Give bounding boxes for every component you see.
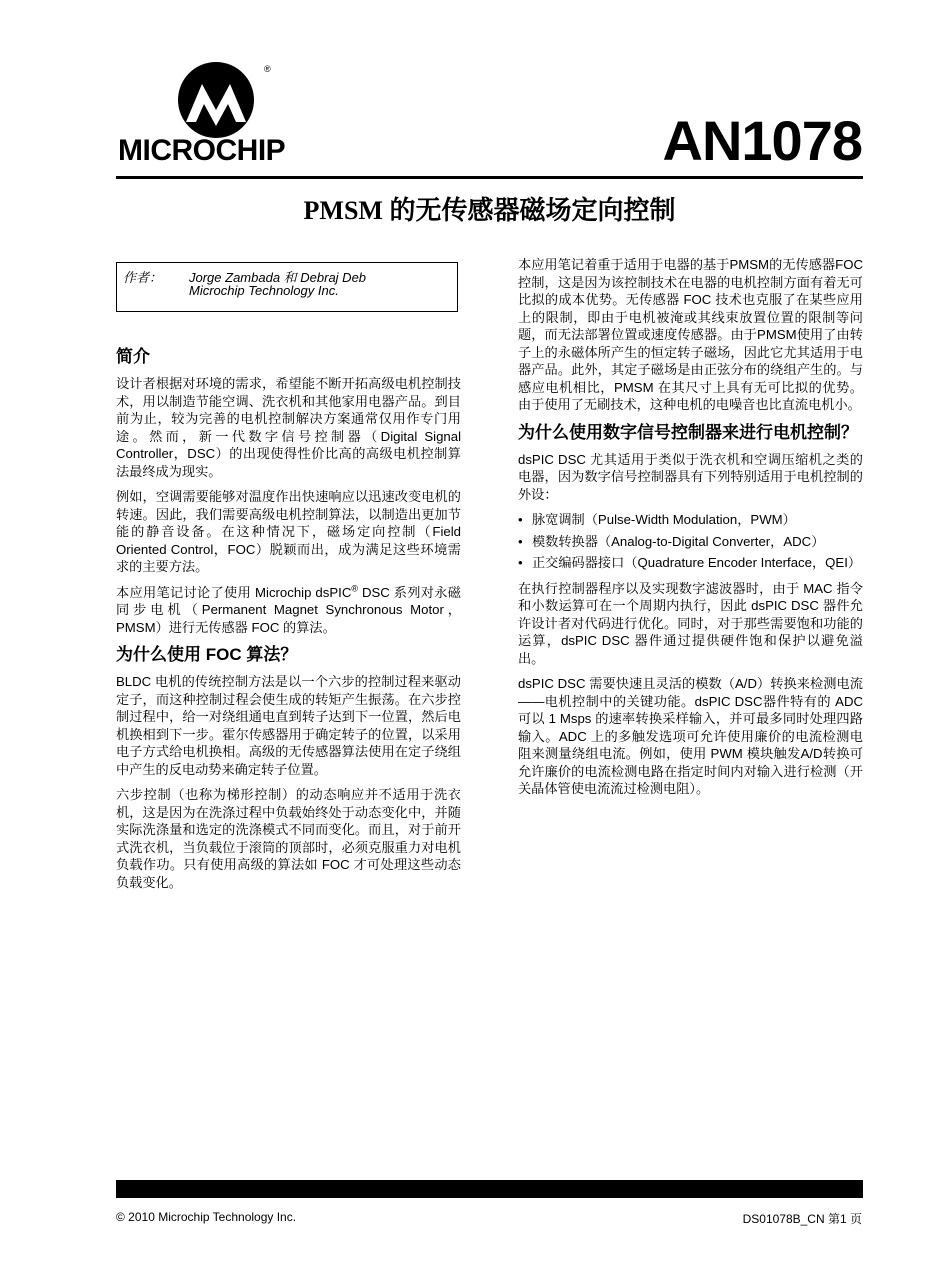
intro-heading: 简介 (116, 347, 150, 366)
foc-paragraph-1: BLDC 电机的传统控制方法是以一个六步的控制过程来驱动定子，而这种控制过程会使生成的转矩产生振荡。在六步控制过程中，给一对绕组通电直到转子达到下一位置，然后电机换相到下一步。霍尔传感器用于确定转子的位置，以采用电子方式给电机换相。高级的无传感器算法使用在定子绕组中产生的反电动势来确定转子位置。 (116, 674, 461, 777)
intro-paragraph-3-start: 本应用笔记讨论了使用 Microchip dsPIC (116, 584, 352, 600)
intro-paragraph-3 (116, 584, 461, 637)
dsc-paragraph-1: dsPIC DSC 尤其适用于类似于洗衣机和空调压缩机之类的电器，因为数字信号控制器具有下列特别适用于电机控制的外设： (518, 451, 863, 502)
list-item: • 模数转换器（Analog-to-Digital Converter，ADC） (532, 533, 863, 551)
dsc-paragraph-3: dsPIC DSC 需要快速且灵活的模数（A/D）转换来检测电流——电机控制中的关键功能。dsPIC DSC器件特有的 ADC 可以 1 Msps 的速率转换采样输入，并可最多同时处理四路输入。ADC 上的多触发选项可允许使用廉价的电流检测电阻来测量绕组电流。例如，使用 PWM 模块触发A/D转换可允许廉价的电流检测电路在指定时间内对输入进行检测（开关晶体管使电流流过检测电阻）。 (518, 676, 863, 796)
author-company: Microchip Technology Inc. (189, 283, 339, 298)
registered-mark: ® (351, 583, 358, 594)
overview-paragraph: 本应用笔记着重于适用于电器的基于PMSM的无传感器FOC控制，这是因为该控制技术在电器的电机控制方面有着无可比拟的成本优势。无传感器 FOC 技术也克服了在某些应用上的限制，即由于电机被淹或其线束放置位置的限制等问题，而无法部署位置或速度传感器。由于PMSM使用了由转子上的永磁体所产生的恒定转子磁场，因此它尤其适用于电器产品。此外，其定子磁场是由正弦分布的绕组产生的。与感应电机相比，PMSM 在其尺寸上具有无可比拟的优势。由于使用了无刷技术，这种电机的电噪音也比直流电机小。 (518, 257, 863, 412)
dsc-heading: 为什么使用数字信号控制器来进行电机控制？ (518, 422, 858, 442)
document-title: PMSM 的无传感器磁场定向控制 (303, 196, 676, 225)
left-column (116, 338, 461, 899)
logo-wordmark: MICROCHIP (118, 134, 286, 167)
right-column (518, 256, 863, 806)
microchip-logo (118, 60, 318, 170)
peripheral-list (518, 511, 863, 572)
foc-heading: 为什么使用 FOC 算法？ (116, 645, 298, 664)
dsc-paragraph-2: 在执行控制器程序以及实现数字滤波器时，由于 MAC 指令和小数运算可在一个周期内执行，因此 dsPIC DSC 器件允许设计者对代码进行优化。同时，对于那些需要饱和功能的运算，dsPIC DSC 器件通过提供硬件饱和保护以避免溢出。 (518, 580, 863, 666)
foc-paragraph-2: 六步控制（也称为梯形控制）的动态响应并不适用于洗衣机，这是因为在洗涤过程中负载始终处于动态变化中，并随实际洗涤量和选定的洗涤模式不同而变化。而且，对于前开式洗衣机，当负载位于滚筒的顶部时，必须克服重力对电机负载作功。只有使用高级的算法如 FOC 才可处理这些动态负载变化。 (116, 787, 461, 890)
document-number: AN1078 (662, 109, 862, 172)
author-box (116, 262, 458, 312)
author-label: 作者： (123, 270, 163, 285)
intro-paragraph-2: 例如，空调需要能够对温度作出快速响应以迅速改变电机的转速。因此，我们需要高级电机控制算法，以制造出更加节能的静音设备。在这种情况下，磁场定向控制（Field Oriented Control，FOC）脱颖而出，成为满足这些环境需求的主要方法。 (116, 489, 461, 574)
microchip-logo-icon (176, 60, 256, 140)
footer-bar (116, 1180, 863, 1198)
author-names: Jorge Zambada 和 Debraj Deb (189, 270, 367, 285)
list-item: • 脉宽调制（Pulse-Width Modulation，PWM） (532, 511, 863, 529)
list-item: • 正交编码器接口（Quadrature Encoder Interface，QEI） (532, 554, 863, 572)
footer-copyright: © 2010 Microchip Technology Inc. (116, 1210, 297, 1224)
header-rule (116, 176, 863, 179)
registered-mark: ® (264, 64, 271, 74)
intro-paragraph-3-end: DSC 系列对永磁同步电机（Permanent Magnet Synchronous Motor，PMSM）进行无传感器 FOC 的算法。 (116, 584, 461, 635)
footer-page-number: DS01078B_CN 第1 页 (742, 1212, 862, 1226)
intro-paragraph-1: 设计者根据对环境的需求，希望能不断开拓高级电机控制技术，用以制造节能空调、洗衣机和其他家用电器产品。到目前为止，较为完善的电机控制解决方案通常仅用作专门用途。然而，新一代数字信号控制器（Digital Signal Controller，DSC）的出现使得性价比高的高级电机控制算法最终成为现实。 (116, 376, 461, 479)
